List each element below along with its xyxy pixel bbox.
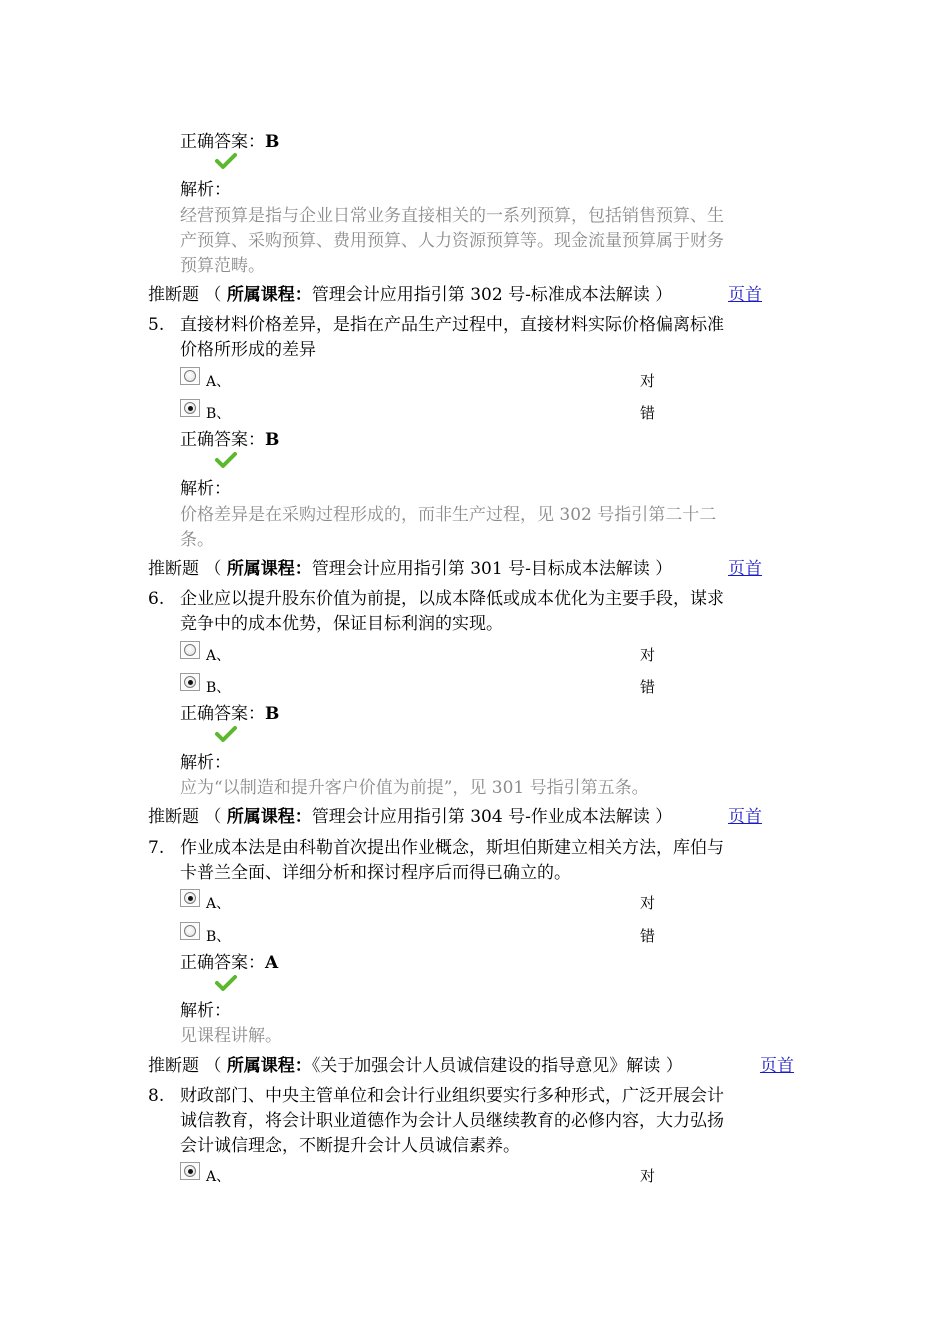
question-text-line: 会计诚信理念，不断提升会计人员诚信素养。 — [180, 1136, 520, 1156]
correct-answer-value: B — [265, 704, 280, 724]
option-a-text: 对 — [640, 894, 656, 912]
back-to-top-link[interactable]: 页首 — [728, 559, 762, 579]
course-name: 管理会计应用指引第 301 号-目标成本法解读 — [311, 559, 650, 579]
question-header — [148, 1054, 683, 1078]
header-close: ） — [649, 807, 673, 827]
option-a-text: 对 — [640, 646, 656, 664]
question-number: 6. — [148, 589, 165, 609]
question-number: 5. — [148, 315, 165, 335]
question-header — [148, 805, 672, 829]
question-text-line: 价格所形成的差异 — [180, 340, 316, 360]
course-label: 所属课程： — [226, 1056, 312, 1076]
correct-answer-row — [180, 130, 279, 154]
question-header — [148, 283, 672, 307]
option-a-label: A、 — [206, 648, 231, 664]
course-label: 所属课程： — [226, 285, 312, 305]
option-b-text: 错 — [640, 404, 656, 422]
back-to-top-link[interactable]: 页首 — [760, 1056, 794, 1076]
option-a-text: 对 — [640, 1167, 656, 1185]
course-label: 所属课程： — [226, 559, 312, 579]
correct-answer-row — [180, 951, 278, 975]
option-a-label: A、 — [206, 1169, 231, 1185]
analysis-line: 价格差异是在采购过程形成的，而非生产过程，见 302 号指引第二十二 — [180, 505, 717, 525]
option-b-text: 错 — [640, 678, 656, 696]
correct-answer-value: A — [265, 953, 279, 973]
course-label: 所属课程： — [226, 807, 312, 827]
option-a-label: A、 — [206, 374, 231, 390]
option-a-text: 对 — [640, 372, 656, 390]
correct-answer-label: 正确答案： — [180, 704, 265, 724]
question-type: 推断题 （ — [148, 807, 227, 827]
analysis-line: 见课程讲解。 — [180, 1026, 282, 1046]
radio-option-a[interactable] — [180, 889, 200, 907]
analysis-line: 产预算、采购预算、费用预算、人力资源预算等。现金流量预算属于财务 — [180, 231, 724, 251]
option-b-label: B、 — [206, 929, 231, 945]
course-name: 《关于加强会计人员诚信建设的指导意见》解读 — [311, 1056, 661, 1076]
question-number: 7. — [148, 838, 165, 858]
back-to-top-link[interactable]: 页首 — [728, 807, 762, 827]
radio-option-b[interactable] — [180, 399, 200, 417]
correct-answer-label: 正确答案： — [180, 132, 265, 152]
correct-answer-label: 正确答案： — [180, 430, 265, 450]
correct-answer-value: B — [265, 132, 280, 152]
radio-option-b[interactable] — [180, 673, 200, 691]
option-a-label: A、 — [206, 896, 231, 912]
analysis-label: 解析： — [180, 479, 231, 499]
question-text-line: 诚信教育，将会计职业道德作为会计人员继续教育的必修内容，大力弘扬 — [180, 1111, 724, 1131]
header-close: ） — [649, 559, 673, 579]
correct-answer-row — [180, 428, 279, 452]
question-text-line: 直接材料价格差异，是指在产品生产过程中，直接材料实际价格偏离标准 — [180, 315, 724, 335]
question-type: 推断题 （ — [148, 559, 227, 579]
analysis-line: 经营预算是指与企业日常业务直接相关的一系列预算，包括销售预算、生 — [180, 206, 724, 226]
check-icon — [215, 974, 237, 992]
check-icon — [215, 451, 237, 469]
analysis-label: 解析： — [180, 753, 231, 773]
question-header — [148, 557, 672, 581]
check-icon — [215, 152, 237, 170]
radio-option-a[interactable] — [180, 641, 200, 659]
analysis-line: 预算范畴。 — [180, 256, 265, 276]
analysis-line: 应为“以制造和提升客户价值为前提”，见 301 号指引第五条。 — [180, 778, 649, 798]
question-text-line: 作业成本法是由科勒首次提出作业概念，斯坦伯斯建立相关方法，库伯与 — [180, 838, 724, 858]
radio-option-b[interactable] — [180, 922, 200, 940]
course-name: 管理会计应用指引第 302 号-标准成本法解读 — [311, 285, 650, 305]
analysis-label: 解析： — [180, 180, 231, 200]
option-b-label: B、 — [206, 406, 231, 422]
radio-option-a[interactable] — [180, 1162, 200, 1180]
question-text-line: 财政部门、中央主管单位和会计行业组织要实行多种形式，广泛开展会计 — [180, 1086, 724, 1106]
option-b-label: B、 — [206, 680, 231, 696]
question-text-line: 竞争中的成本优势，保证目标利润的实现。 — [180, 614, 503, 634]
course-name: 管理会计应用指引第 304 号-作业成本法解读 — [311, 807, 650, 827]
check-icon — [215, 725, 237, 743]
header-close: ） — [649, 285, 673, 305]
question-text-line: 企业应以提升股东价值为前提，以成本降低或成本优化为主要手段，谋求 — [180, 589, 724, 609]
back-to-top-link[interactable]: 页首 — [728, 285, 762, 305]
analysis-label: 解析： — [180, 1001, 231, 1021]
correct-answer-value: B — [265, 430, 280, 450]
radio-option-a[interactable] — [180, 367, 200, 385]
question-number: 8. — [148, 1086, 165, 1106]
question-type: 推断题 （ — [148, 285, 227, 305]
analysis-line: 条。 — [180, 530, 214, 550]
correct-answer-row — [180, 702, 279, 726]
question-type: 推断题 （ — [148, 1056, 227, 1076]
correct-answer-label: 正确答案： — [180, 953, 265, 973]
header-close: ） — [660, 1056, 683, 1076]
option-b-text: 错 — [640, 927, 656, 945]
question-text-line: 卡普兰全面、详细分析和探讨程序后而得已确立的。 — [180, 863, 571, 883]
